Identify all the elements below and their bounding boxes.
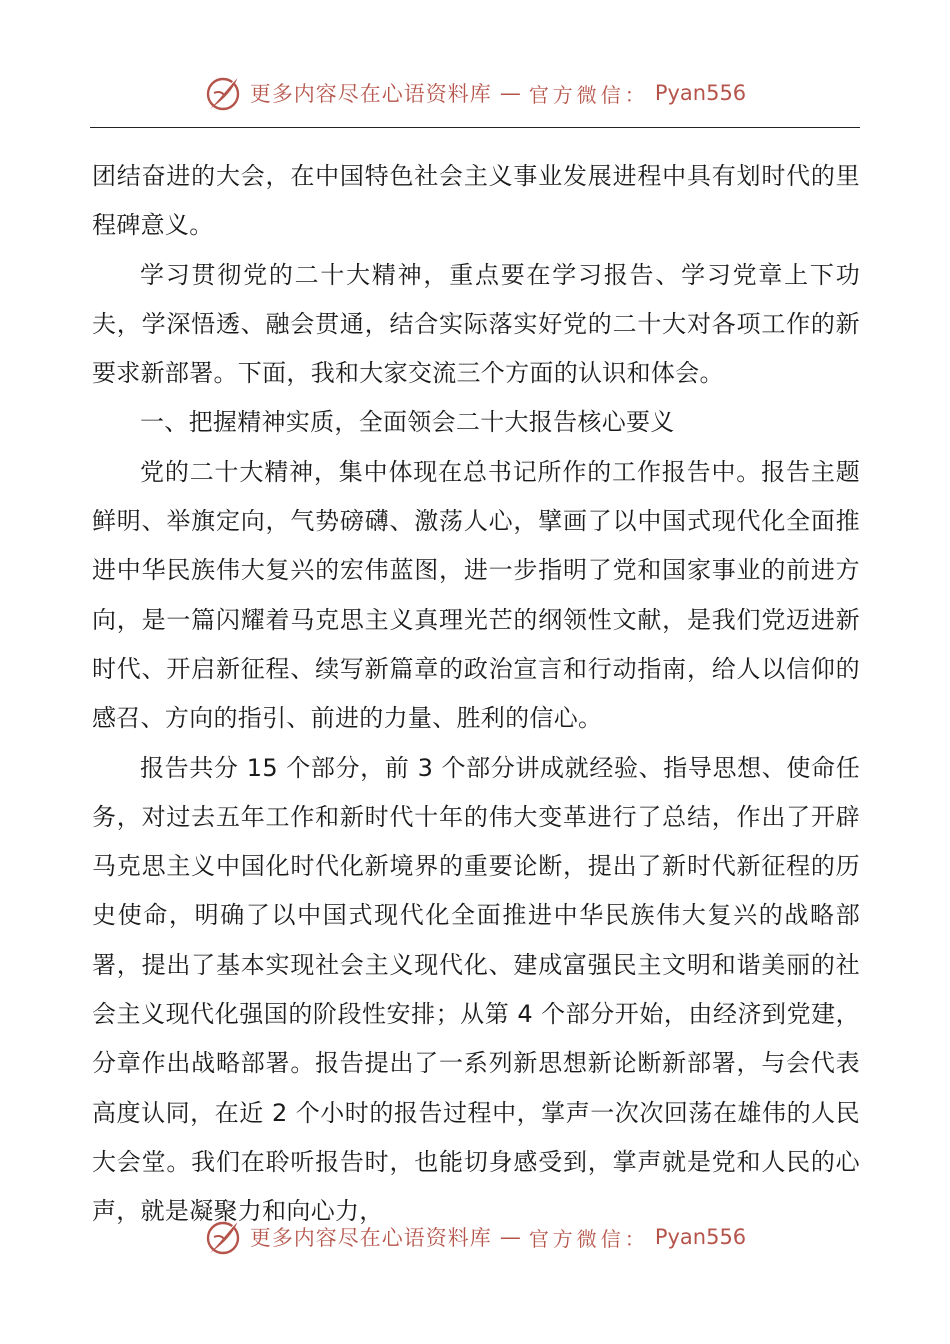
page-header <box>0 70 950 116</box>
paragraph-continuation: 团结奋进的大会，在中国特色社会主义事业发展进程中具有划时代的里程碑意义。 <box>92 162 860 240</box>
wechat-id: Pyan556 <box>654 81 747 105</box>
brand-separator: — <box>499 81 521 105</box>
wechat-label: 官方微信： <box>528 82 649 107</box>
footer-wechat-id: Pyan556 <box>654 1225 747 1249</box>
page-footer <box>0 1214 950 1260</box>
brand-name: 更多内容尽在心语资料库 <box>249 82 492 106</box>
footer-brand-name: 更多内容尽在心语资料库 <box>249 1226 492 1250</box>
document-body <box>92 152 860 1237</box>
section-heading: 一、把握精神实质，全面领会二十大报告核心要义 <box>140 408 675 437</box>
paragraph-report-structure: 报告共分 15 个部分，前 3 个部分讲成就经验、指导思想、使命任务，对过去五年工作和新时代十年的伟大变革进行了总结，作出了开辟马克思主义中国化时代化新境界的重要论断，提出了新时代新征程的历史使命，明确了以中国式现代化全面推进中华民族伟大复兴的战略部署，提出了基本实现社会主义现代化、建成富强民主文明和谐美丽的社会主义现代化强国的阶段性安排；从第 4 个部分开始，由经济到党建，分章作出战略部署。报告提出了一系列新思想新论断新部署，与会代表高度认同，在近 2 个小时的报告过程中，掌声一次次回荡在雄伟的人民大会堂。我们在聆听报告时，也能切身感受到，掌声就是党和人民的心声，就是凝聚力和向心力， <box>92 753 860 1226</box>
feather-quill-icon <box>204 73 244 113</box>
header-divider <box>90 127 860 128</box>
footer-wechat-label: 官方微信： <box>528 1226 649 1251</box>
feather-quill-icon <box>204 1217 244 1257</box>
footer-brand-separator: — <box>499 1225 521 1249</box>
paragraph-intro: 学习贯彻党的二十大精神，重点要在学习报告、学习党章上下功夫，学深悟透、融会贯通，结合实际落实好党的二十大对各项工作的新要求新部署。下面，我和大家交流三个方面的认识和体会。 <box>92 260 860 388</box>
paragraph-report-summary: 党的二十大精神，集中体现在总书记所作的工作报告中。报告主题鲜明、举旗定向，气势磅礴、激荡人心，擘画了以中国式现代化全面推进中华民族伟大复兴的宏伟蓝图，进一步指明了党和国家事业的前进方向，是一篇闪耀着马克思主义真理光芒的纲领性文献，是我们党迈进新时代、开启新征程、续写新篇章的政治宣言和行动指南，给人以信仰的感召、方向的指引、前进的力量、胜利的信心。 <box>92 457 860 733</box>
